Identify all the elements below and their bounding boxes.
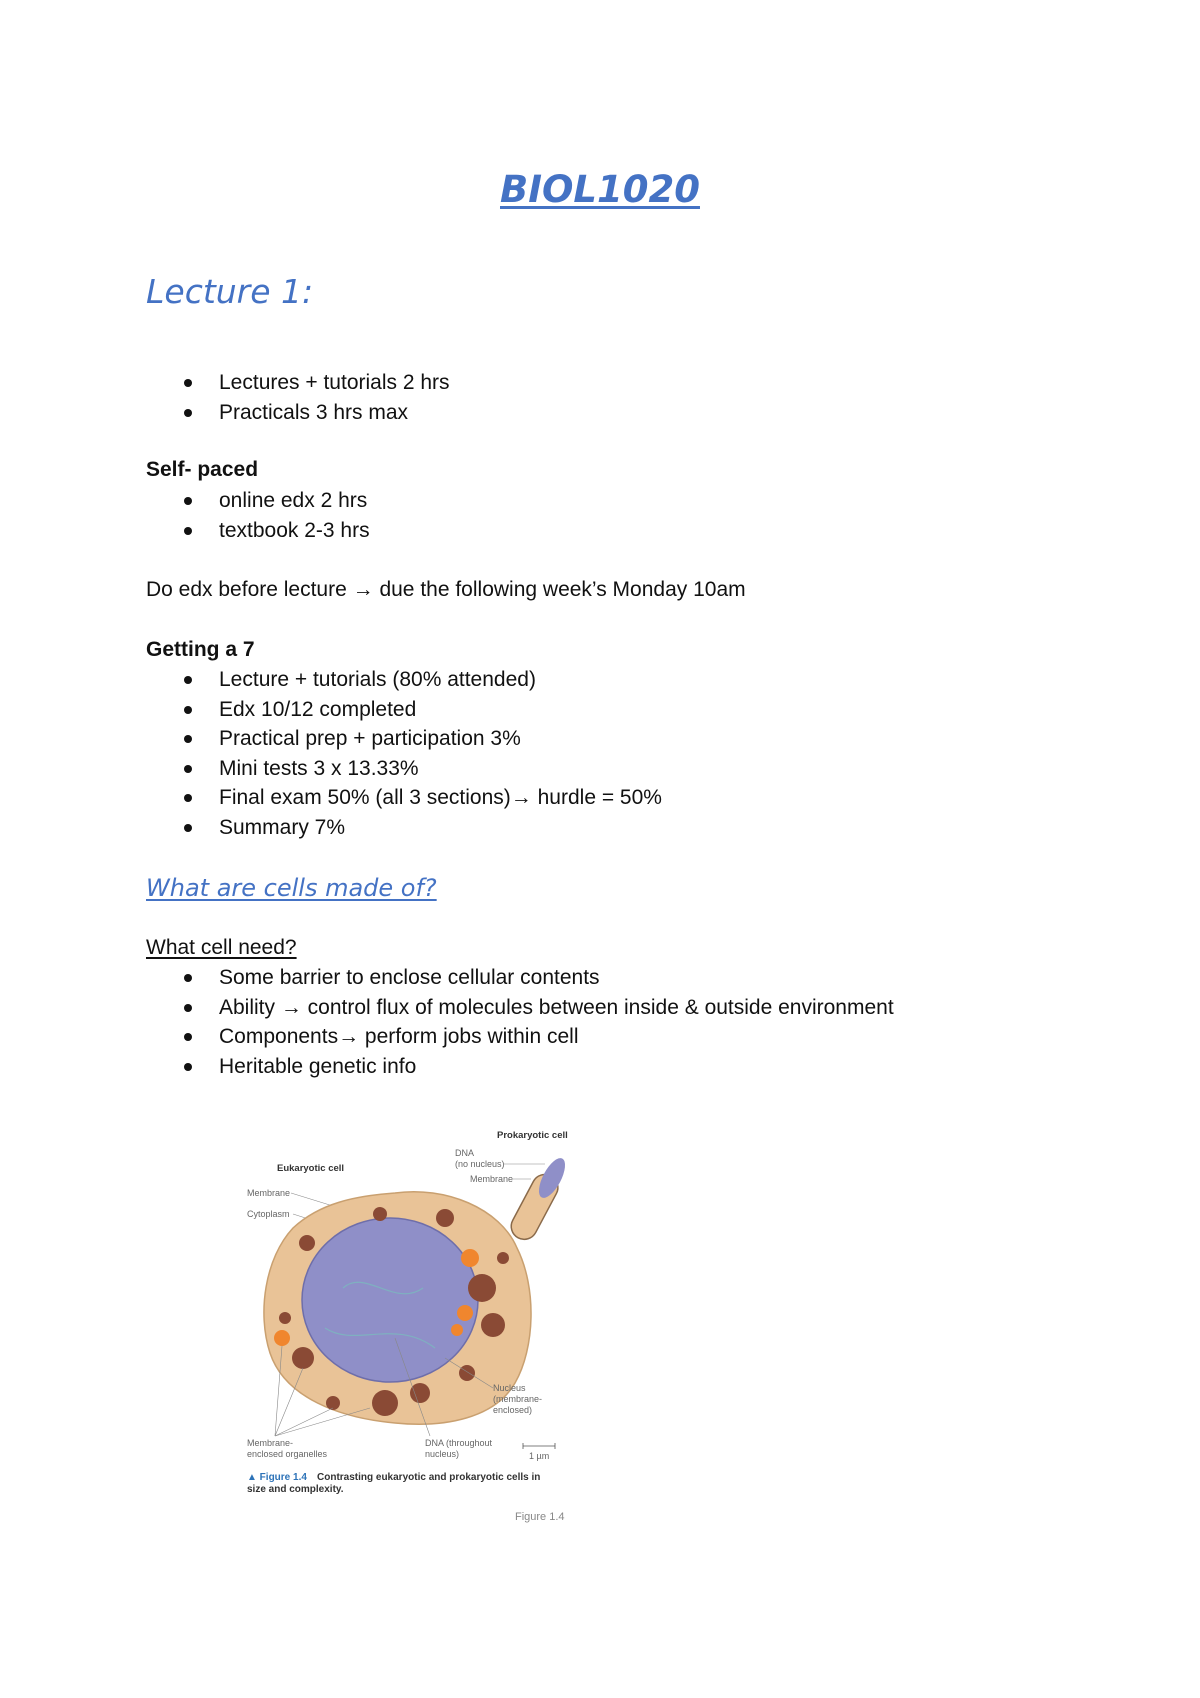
membrane-label: Membrane — [247, 1188, 291, 1198]
cytoplasm-label: Cytoplasm — [247, 1209, 290, 1219]
dna-label: DNA — [455, 1148, 475, 1158]
list-item: textbook 2-3 hrs — [146, 516, 370, 546]
bullet-icon — [184, 735, 192, 743]
bullet-icon — [184, 676, 192, 684]
bullet-icon — [184, 1033, 192, 1041]
list-item: online edx 2 hrs — [146, 486, 370, 516]
bullet-icon — [184, 706, 192, 714]
bullet-icon — [184, 824, 192, 832]
cell-needs-heading: What cell need? — [146, 936, 297, 959]
bullet-icon — [184, 794, 192, 802]
list-item: Edx 10/12 completed — [146, 695, 662, 725]
self-paced-heading: Self- paced — [146, 458, 259, 481]
bullet-icon — [184, 1004, 192, 1012]
prokaryotic-cell — [507, 1154, 571, 1244]
bullet-icon — [184, 527, 192, 535]
getting-7-list — [146, 665, 662, 843]
list-item: Ability → control flux of molecules between inside & outside environment — [146, 993, 894, 1023]
nucleus-label: enclosed) — [493, 1405, 533, 1415]
list-item: Heritable genetic info — [146, 1052, 894, 1082]
prokaryotic-title: Prokaryotic cell — [497, 1130, 568, 1141]
list-item: Lecture + tutorials (80% attended) — [146, 665, 662, 695]
nucleus-label: (membrane- — [493, 1394, 543, 1404]
section-heading: What are cells made of? — [146, 874, 437, 902]
getting-7-heading: Getting a 7 — [146, 638, 255, 661]
figure-caption-text: Contrasting eukaryotic and prokaryotic cells in — [317, 1472, 541, 1483]
bullet-icon — [184, 497, 192, 505]
bullet-icon — [184, 1063, 192, 1071]
organelles-label: enclosed organelles — [247, 1449, 328, 1459]
lecture-heading: Lecture 1: — [146, 272, 314, 311]
intro-list — [146, 368, 450, 427]
figure-footer: Figure 1.4 — [515, 1511, 565, 1523]
self-paced-list — [146, 486, 370, 545]
nucleus-label: Nucleus — [493, 1383, 526, 1393]
organelles-label: Membrane- — [247, 1438, 294, 1448]
figure-caption-label: ▲ Figure 1.4 — [247, 1472, 307, 1483]
dna-throughout-label: DNA (throughout — [425, 1438, 493, 1448]
cell-diagram — [245, 1118, 585, 1530]
list-item: Mini tests 3 x 13.33% — [146, 754, 662, 784]
bullet-icon — [184, 974, 192, 982]
eukaryotic-cell — [264, 1192, 531, 1424]
dna-throughout-label: nucleus) — [425, 1449, 460, 1459]
list-item: Lectures + tutorials 2 hrs — [146, 368, 450, 398]
figure-caption-text: size and complexity. — [247, 1484, 344, 1495]
page-title: BIOL1020 — [500, 168, 700, 211]
eukaryotic-title: Eukaryotic cell — [277, 1163, 345, 1174]
list-item: Final exam 50% (all 3 sections)→ hurdle = 50% — [146, 783, 662, 813]
membrane-label: Membrane — [470, 1174, 514, 1184]
list-item: Practicals 3 hrs max — [146, 398, 450, 428]
bullet-icon — [184, 409, 192, 417]
scale-label: 1 µm — [529, 1451, 550, 1461]
list-item: Summary 7% — [146, 813, 662, 843]
bullet-icon — [184, 765, 192, 773]
list-item: Practical prep + participation 3% — [146, 724, 662, 754]
cell-figure — [245, 1118, 585, 1530]
dna-label: (no nucleus) — [455, 1159, 505, 1169]
edx-note: Do edx before lecture → due the following week’s Monday 10am — [146, 578, 746, 601]
list-item: Some barrier to enclose cellular contents — [146, 963, 894, 993]
bullet-icon — [184, 379, 192, 387]
list-item: Components→ perform jobs within cell — [146, 1022, 894, 1052]
cell-needs-list — [146, 963, 894, 1081]
